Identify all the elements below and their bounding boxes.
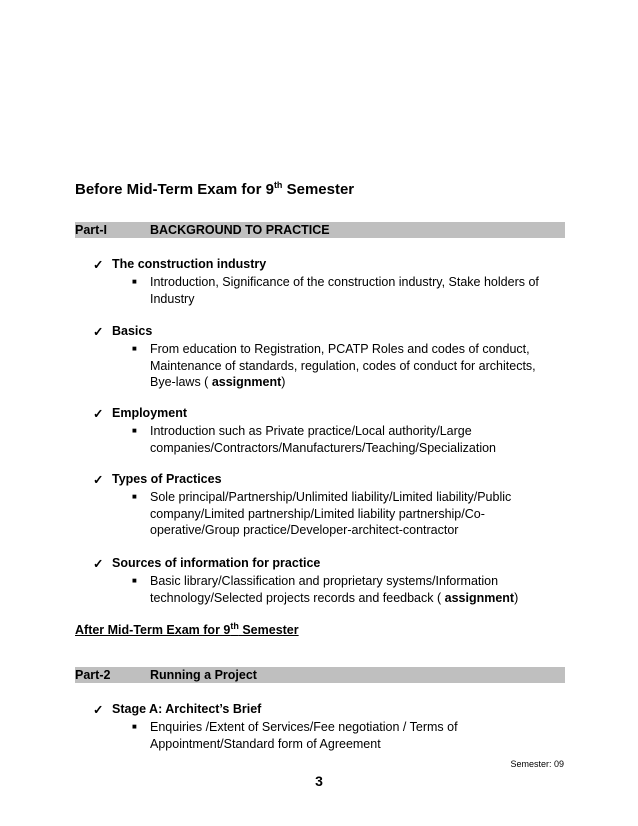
heading-after-midterm bbox=[75, 620, 299, 637]
square-bullet-icon: ■ bbox=[132, 492, 137, 501]
bullet-line: From education to Registration, PCATP Roles and codes of conduct, bbox=[150, 342, 530, 356]
part-title: Running a Project bbox=[150, 668, 257, 682]
section-title: Types of Practices bbox=[112, 472, 222, 486]
check-mark-icon: ✓ bbox=[93, 703, 104, 717]
assignment-label: assignment bbox=[444, 590, 515, 605]
bullet-line: operative/Group practice/Developer-architect-contractor bbox=[150, 523, 459, 537]
heading-before-midterm bbox=[75, 181, 354, 198]
check-mark-icon: ✓ bbox=[93, 258, 104, 272]
bullet-line: company/Limited partnership/Limited liability partnership/Co- bbox=[150, 506, 485, 521]
bullet-text bbox=[150, 719, 550, 752]
bullet-line bbox=[150, 590, 550, 607]
semester-footer: Semester: 09 bbox=[510, 759, 564, 769]
section-title: Basics bbox=[112, 324, 153, 338]
bullet-line-text: ) bbox=[514, 590, 519, 605]
square-bullet-icon: ■ bbox=[132, 344, 137, 353]
part-number: Part-I bbox=[75, 223, 107, 237]
section-title: Sources of information for practice bbox=[112, 556, 321, 570]
bullet-text bbox=[150, 341, 550, 391]
heading-text: Before Mid-Term Exam for 9 bbox=[75, 181, 274, 198]
bullet-text bbox=[150, 423, 550, 456]
heading-text-suffix: Semester bbox=[282, 181, 355, 198]
part-1-bar bbox=[75, 222, 565, 238]
heading-text: After Mid-Term Exam for 9 bbox=[75, 623, 231, 637]
square-bullet-icon: ■ bbox=[132, 722, 137, 731]
bullet-line: Maintenance of standards, regulation, codes of conduct for architects, bbox=[150, 358, 536, 373]
bullet-line-text: technology/Selected projects records and feedback ( bbox=[150, 590, 445, 605]
assignment-label: assignment bbox=[211, 375, 282, 389]
bullet-text bbox=[150, 489, 550, 539]
part-title: BACKGROUND TO PRACTICE bbox=[150, 223, 330, 237]
bullet-line: companies/Contractors/Manufacturers/Teaching/Specialization bbox=[150, 440, 497, 455]
heading-text-suffix: Semester bbox=[238, 623, 299, 637]
square-bullet-icon: ■ bbox=[132, 277, 137, 286]
bullet-line-text: Bye-laws ( bbox=[150, 375, 212, 389]
heading-superscript: th bbox=[230, 620, 239, 631]
check-mark-icon: ✓ bbox=[93, 473, 104, 487]
bullet-text bbox=[150, 274, 550, 307]
bullet-line: Appointment/Standard form of Agreement bbox=[150, 736, 381, 751]
check-mark-icon: ✓ bbox=[93, 557, 104, 571]
section-title: Employment bbox=[112, 406, 188, 420]
heading-superscript: th bbox=[273, 180, 283, 190]
bullet-line: Industry bbox=[150, 291, 195, 306]
section-title: Stage A: Architect’s Brief bbox=[112, 702, 262, 716]
bullet-line: Introduction, Significance of the construction industry, Stake holders of bbox=[150, 275, 539, 289]
bullet-line: Sole principal/Partnership/Unlimited liability/Limited liability/Public bbox=[150, 490, 512, 504]
part-2-bar bbox=[75, 667, 565, 683]
bullet-line: Basic library/Classification and proprietary systems/Information bbox=[150, 574, 499, 588]
section-title: The construction industry bbox=[112, 257, 267, 271]
check-mark-icon: ✓ bbox=[93, 325, 104, 339]
part-number: Part-2 bbox=[75, 668, 111, 682]
page-number: 3 bbox=[315, 773, 323, 789]
bullet-text bbox=[150, 573, 550, 606]
bullet-line bbox=[150, 374, 550, 391]
square-bullet-icon: ■ bbox=[132, 576, 137, 585]
bullet-line-text: ) bbox=[281, 375, 286, 389]
check-mark-icon: ✓ bbox=[93, 407, 104, 421]
square-bullet-icon: ■ bbox=[132, 426, 137, 435]
bullet-line: Introduction such as Private practice/Local authority/Large bbox=[150, 424, 472, 438]
bullet-line: Enquiries /Extent of Services/Fee negotiation / Terms of bbox=[150, 720, 458, 734]
